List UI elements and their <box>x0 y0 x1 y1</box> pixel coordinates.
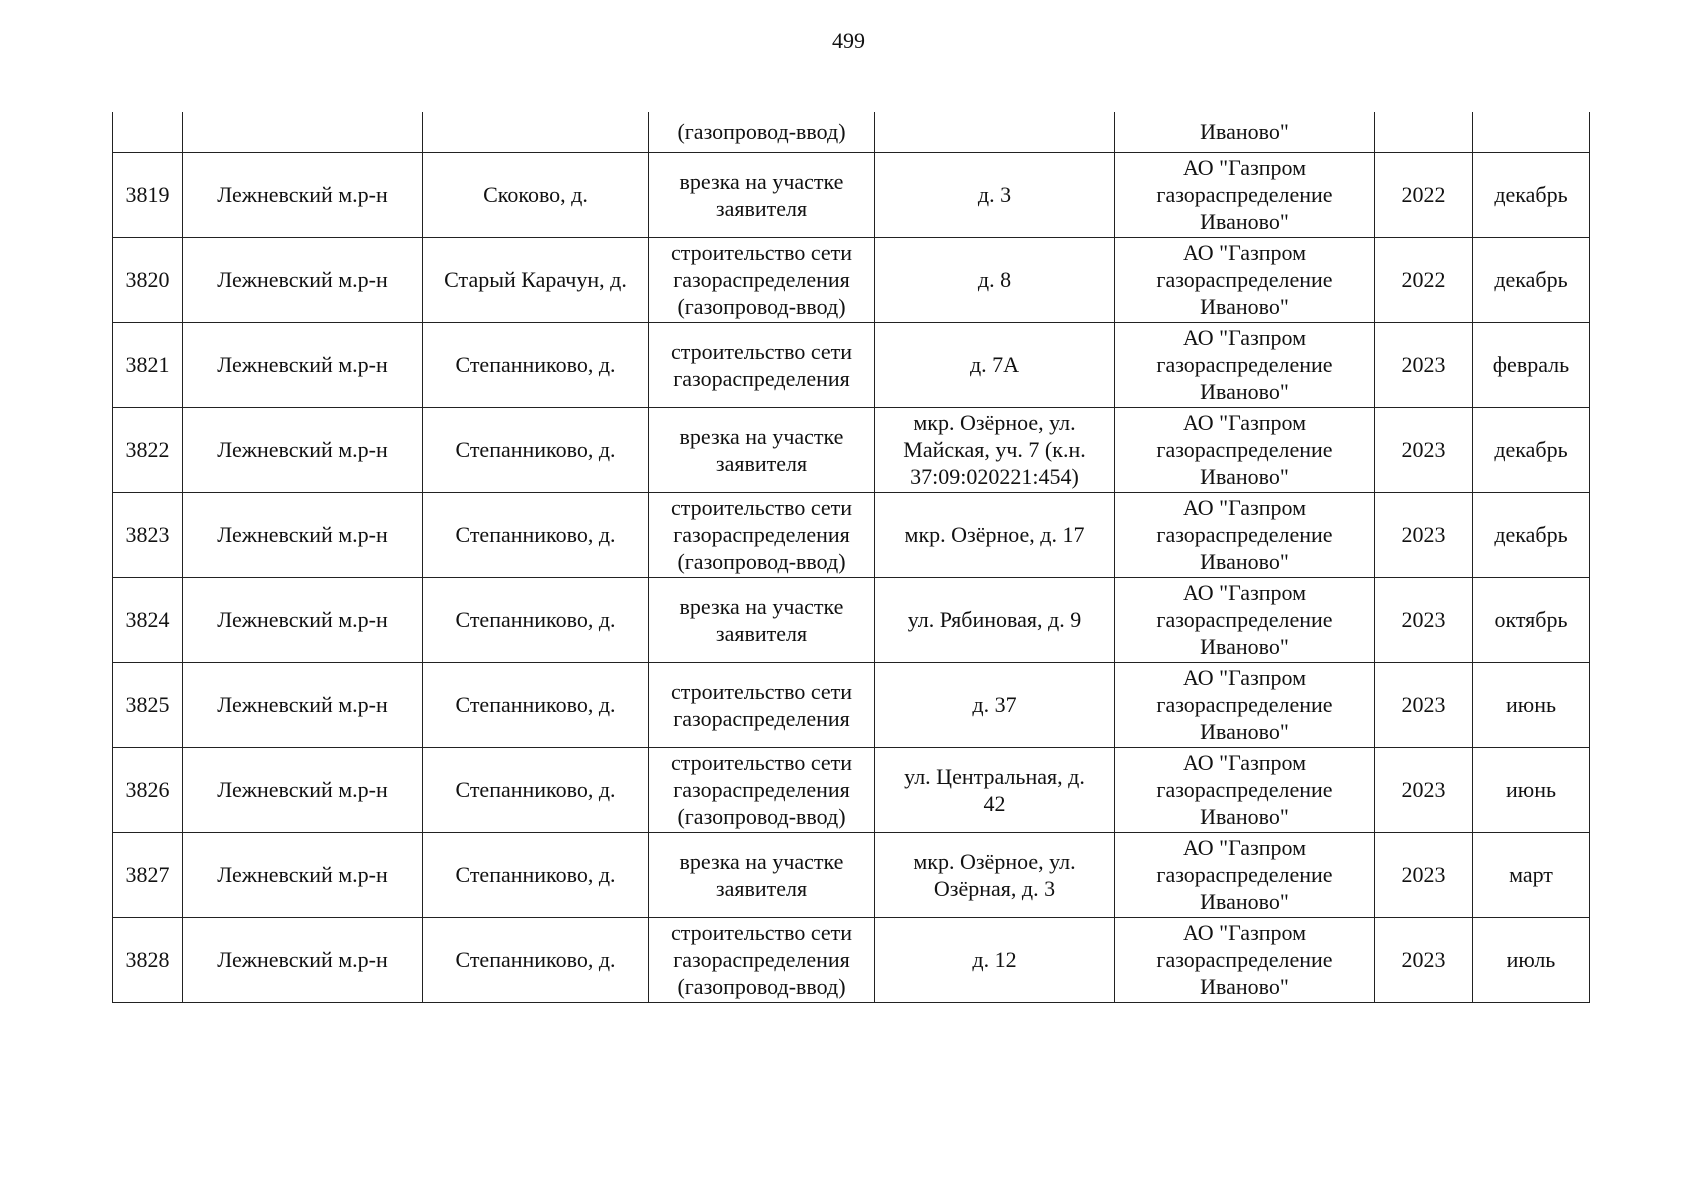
cell-locality <box>423 112 649 152</box>
cell-work-type: врезка на участке заявителя <box>649 407 875 492</box>
cell-district: Лежневский м.р-н <box>183 237 423 322</box>
cell-month: март <box>1473 832 1590 917</box>
cell-num: 3825 <box>113 662 183 747</box>
cell-address: д. 37 <box>875 662 1115 747</box>
cell-work-type: строительство сети газораспределения (газопровод-ввод) <box>649 492 875 577</box>
cell-num <box>113 112 183 152</box>
cell-year: 2023 <box>1375 407 1473 492</box>
cell-year: 2023 <box>1375 832 1473 917</box>
cell-organization: АО "Газпром газораспределение Иваново" <box>1115 237 1375 322</box>
cell-address: ул. Рябиновая, д. 9 <box>875 577 1115 662</box>
cell-organization: АО "Газпром газораспределение Иваново" <box>1115 832 1375 917</box>
cell-year: 2023 <box>1375 492 1473 577</box>
cell-address: д. 12 <box>875 917 1115 1002</box>
cell-district: Лежневский м.р-н <box>183 152 423 237</box>
cell-year: 2022 <box>1375 152 1473 237</box>
cell-month: декабрь <box>1473 152 1590 237</box>
cell-num: 3826 <box>113 747 183 832</box>
table-row <box>113 747 1590 832</box>
cell-locality: Степанниково, д. <box>423 492 649 577</box>
cell-locality: Старый Карачун, д. <box>423 237 649 322</box>
cell-year: 2023 <box>1375 322 1473 407</box>
cell-district: Лежневский м.р-н <box>183 917 423 1002</box>
cell-work-type: (газопровод-ввод) <box>649 112 875 152</box>
cell-district: Лежневский м.р-н <box>183 407 423 492</box>
cell-district <box>183 112 423 152</box>
cell-address: мкр. Озёрное, ул. Озёрная, д. 3 <box>875 832 1115 917</box>
table-row <box>113 832 1590 917</box>
cell-address: мкр. Озёрное, ул. Майская, уч. 7 (к.н. 37:09:020221:454) <box>875 407 1115 492</box>
table-row <box>113 492 1590 577</box>
cell-num: 3822 <box>113 407 183 492</box>
cell-organization: АО "Газпром газораспределение Иваново" <box>1115 917 1375 1002</box>
cell-work-type: строительство сети газораспределения (газопровод-ввод) <box>649 917 875 1002</box>
cell-organization: АО "Газпром газораспределение Иваново" <box>1115 577 1375 662</box>
table-row <box>113 152 1590 237</box>
cell-work-type: врезка на участке заявителя <box>649 832 875 917</box>
cell-organization: Иваново" <box>1115 112 1375 152</box>
table-continuation-row <box>113 112 1590 152</box>
cell-month: октябрь <box>1473 577 1590 662</box>
cell-district: Лежневский м.р-н <box>183 322 423 407</box>
table-row <box>113 322 1590 407</box>
cell-organization: АО "Газпром газораспределение Иваново" <box>1115 152 1375 237</box>
cell-address: ул. Центральная, д. 42 <box>875 747 1115 832</box>
cell-organization: АО "Газпром газораспределение Иваново" <box>1115 747 1375 832</box>
cell-num: 3820 <box>113 237 183 322</box>
page-number: 499 <box>832 28 865 53</box>
cell-month: февраль <box>1473 322 1590 407</box>
cell-address: д. 3 <box>875 152 1115 237</box>
cell-locality: Степанниково, д. <box>423 577 649 662</box>
cell-num: 3827 <box>113 832 183 917</box>
cell-organization: АО "Газпром газораспределение Иваново" <box>1115 662 1375 747</box>
cell-month: декабрь <box>1473 492 1590 577</box>
cell-work-type: врезка на участке заявителя <box>649 152 875 237</box>
cell-work-type: врезка на участке заявителя <box>649 577 875 662</box>
cell-num: 3823 <box>113 492 183 577</box>
cell-year <box>1375 112 1473 152</box>
cell-address <box>875 112 1115 152</box>
cell-locality: Степанниково, д. <box>423 662 649 747</box>
cell-locality: Степанниково, д. <box>423 832 649 917</box>
gas-connection-table <box>112 112 1590 1003</box>
cell-num: 3821 <box>113 322 183 407</box>
table-row <box>113 577 1590 662</box>
cell-month: июнь <box>1473 662 1590 747</box>
table-row <box>113 237 1590 322</box>
cell-month: декабрь <box>1473 407 1590 492</box>
cell-year: 2023 <box>1375 917 1473 1002</box>
cell-district: Лежневский м.р-н <box>183 577 423 662</box>
cell-locality: Степанниково, д. <box>423 747 649 832</box>
cell-year: 2023 <box>1375 662 1473 747</box>
cell-locality: Степанниково, д. <box>423 322 649 407</box>
cell-month <box>1473 112 1590 152</box>
cell-year: 2023 <box>1375 577 1473 662</box>
cell-work-type: строительство сети газораспределения <box>649 662 875 747</box>
cell-organization: АО "Газпром газораспределение Иваново" <box>1115 322 1375 407</box>
cell-month: июль <box>1473 917 1590 1002</box>
cell-district: Лежневский м.р-н <box>183 492 423 577</box>
cell-locality: Степанниково, д. <box>423 407 649 492</box>
cell-num: 3828 <box>113 917 183 1002</box>
cell-organization: АО "Газпром газораспределение Иваново" <box>1115 407 1375 492</box>
cell-month: декабрь <box>1473 237 1590 322</box>
table-row <box>113 407 1590 492</box>
cell-locality: Степанниково, д. <box>423 917 649 1002</box>
cell-year: 2022 <box>1375 237 1473 322</box>
table-row <box>113 917 1590 1002</box>
cell-work-type: строительство сети газораспределения (газопровод-ввод) <box>649 237 875 322</box>
cell-year: 2023 <box>1375 747 1473 832</box>
cell-locality: Скоково, д. <box>423 152 649 237</box>
cell-address: д. 8 <box>875 237 1115 322</box>
cell-num: 3819 <box>113 152 183 237</box>
cell-district: Лежневский м.р-н <box>183 662 423 747</box>
cell-month: июнь <box>1473 747 1590 832</box>
cell-work-type: строительство сети газораспределения (газопровод-ввод) <box>649 747 875 832</box>
cell-num: 3824 <box>113 577 183 662</box>
cell-district: Лежневский м.р-н <box>183 747 423 832</box>
table-row <box>113 662 1590 747</box>
cell-address: д. 7А <box>875 322 1115 407</box>
cell-work-type: строительство сети газораспределения <box>649 322 875 407</box>
cell-organization: АО "Газпром газораспределение Иваново" <box>1115 492 1375 577</box>
cell-address: мкр. Озёрное, д. 17 <box>875 492 1115 577</box>
cell-district: Лежневский м.р-н <box>183 832 423 917</box>
